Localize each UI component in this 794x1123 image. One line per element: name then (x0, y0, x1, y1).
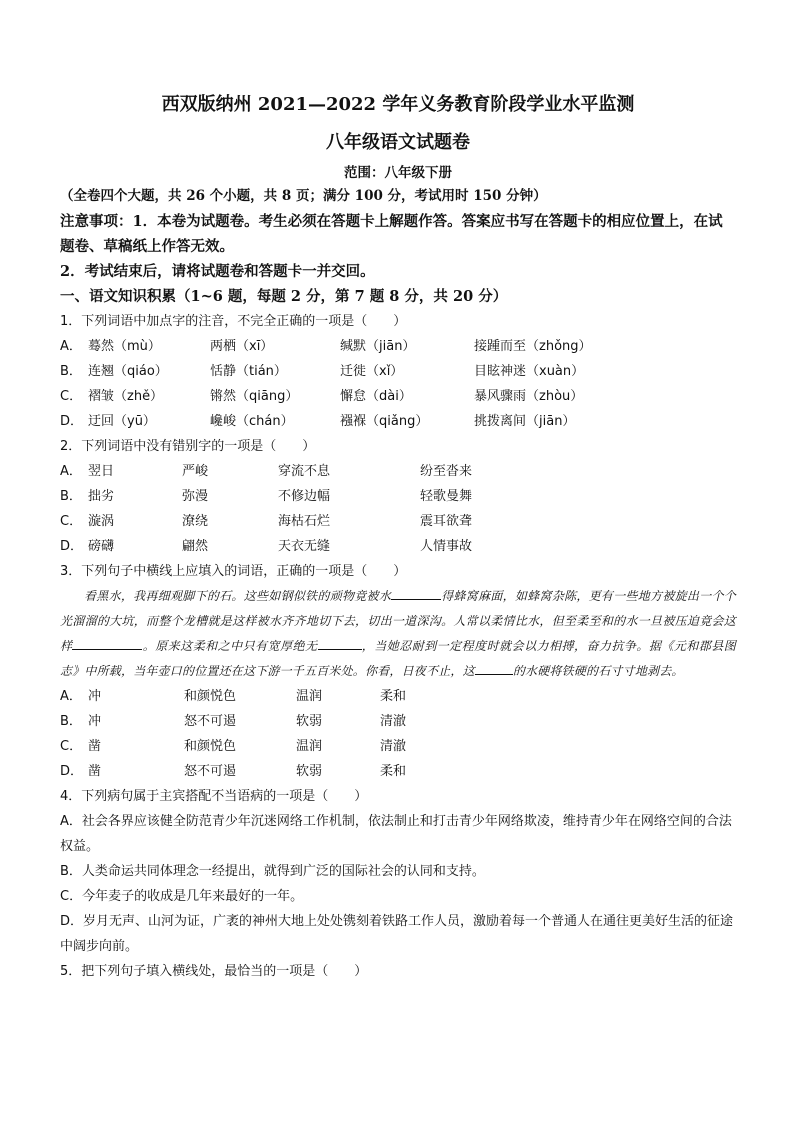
q1-option-d: D． 迂回（yū） 巉峻（chán） 襁褓（qiǎng） 挑拨离间（jiān） (60, 414, 576, 429)
q1-option-b: B． 连翘（qiáo） 恬静（tián） 迁徙（xǐ） 目眩神迷（xuàn） (60, 364, 585, 379)
fill-blank-1 (391, 586, 441, 600)
q3-option-c: C． 凿 和颜悦色 温润 清澈 (60, 739, 407, 754)
fill-blank-2 (72, 636, 142, 650)
q3-option-b: B． 冲 怒不可遏 软弱 清澈 (60, 714, 407, 729)
q2-option-c: C． 漩涡 潦绕 海枯石烂 震耳欲聋 (60, 514, 473, 529)
q1-option-c: C． 褶皱（zhě） 锵然（qiāng） 懈怠（dài） 暴风骤雨（zhòu） (60, 389, 584, 404)
q2-stem: 2．下列词语中没有错别字的一项是（ ） (60, 439, 316, 454)
q4-option-a: A．社会各界应该健全防范青少年沉迷网络工作机制，依法制止和打击青少年网络欺凌，维持青少年在网络空间的合法权益。 (60, 814, 732, 854)
exam-info: （全卷四个大题，共 26 个小题，共 8 页；满分 100 分，考试用时 150 分钟） (60, 188, 547, 204)
q1-option-a: A． 蓦然（mù） 两栖（xī） 缄默（jiān） 接踵而至（zhǒng） (60, 339, 592, 354)
notice-2: 2．考试结束后，请将试题卷和答题卡一并交回。 (60, 263, 375, 280)
q3-stem: 3．下列句子中横线上应填入的词语，正确的一项是（ ） (60, 564, 407, 579)
fill-blank-4 (475, 661, 513, 675)
q3-option-a: A． 冲 和颜悦色 温润 柔和 (60, 689, 407, 704)
q2-option-a: A． 翌日 严峻 穿流不息 纷至沓来 (60, 464, 473, 479)
exam-range: 范围：八年级下册 (344, 165, 452, 181)
exam-page (60, 92, 736, 984)
q2-option-d: D． 磅礴 翩然 天衣无缝 人情事故 (60, 539, 473, 554)
q2-option-b: B． 拙劣 弥漫 不修边幅 轻歌曼舞 (60, 489, 473, 504)
section-1-heading: 一、语文知识积累（1~6 题，每题 2 分，第 7 题 8 分，共 20 分） (60, 288, 508, 305)
exam-subtitle: 八年级语文试题卷 (326, 132, 470, 153)
q4-option-d: D．岁月无声、山河为证，广袤的神州大地上处处镌刻着铁路工作人员，激励着每一个普通人在通往更美好生活的征途中阔步向前。 (60, 914, 734, 954)
q4-option-b: B．人类命运共同体理念一经提出，就得到广泛的国际社会的认同和支持。 (60, 864, 485, 879)
notice-1: 注意事项：1．本卷为试题卷。考生必须在答题卡上解题作答。答案应书写在答题卡的相应位置上，在试题卷、草稿纸上作答无效。 (60, 213, 723, 255)
q3-option-d: D． 凿 怒不可遏 软弱 柔和 (60, 764, 407, 779)
fill-blank-3 (318, 636, 362, 650)
q4-stem: 4．下列病句属于主宾搭配不当语病的一项是（ ） (60, 789, 368, 804)
exam-title: 西双版纳州 2021—2022 学年义务教育阶段学业水平监测 (161, 94, 635, 115)
q5-stem: 5．把下列句子填入横线处，最恰当的一项是（ ） (60, 964, 368, 979)
q3-passage: 看黑水，我再细观脚下的石。这些如钢似铁的顽物竟被水 得蜂窝麻面，如蜂窝杂陈，更有一些地方被旋出一个个光溜溜的大坑，而整个龙槽就是这样被水齐齐地切下去，切出一道深沟。人常以柔情比水，但至柔至和的水一旦被压迫竟会这样 。原来这柔和之中只有宽厚绝无 ，当她忍耐到一定程度时就会以力相搏，奋力抗争。据《元和郡县图志》中所载，当年壶口的位置还在这下游一千五百米处。你看，日夜不止，这 的水硬将铁硬的石寸寸地剥去。 (60, 584, 736, 684)
q4-option-c: C．今年麦子的收成是几年来最好的一年。 (60, 889, 304, 904)
q1-stem: 1．下列词语中加点字的注音，不完全正确的一项是（ ） (60, 314, 407, 329)
